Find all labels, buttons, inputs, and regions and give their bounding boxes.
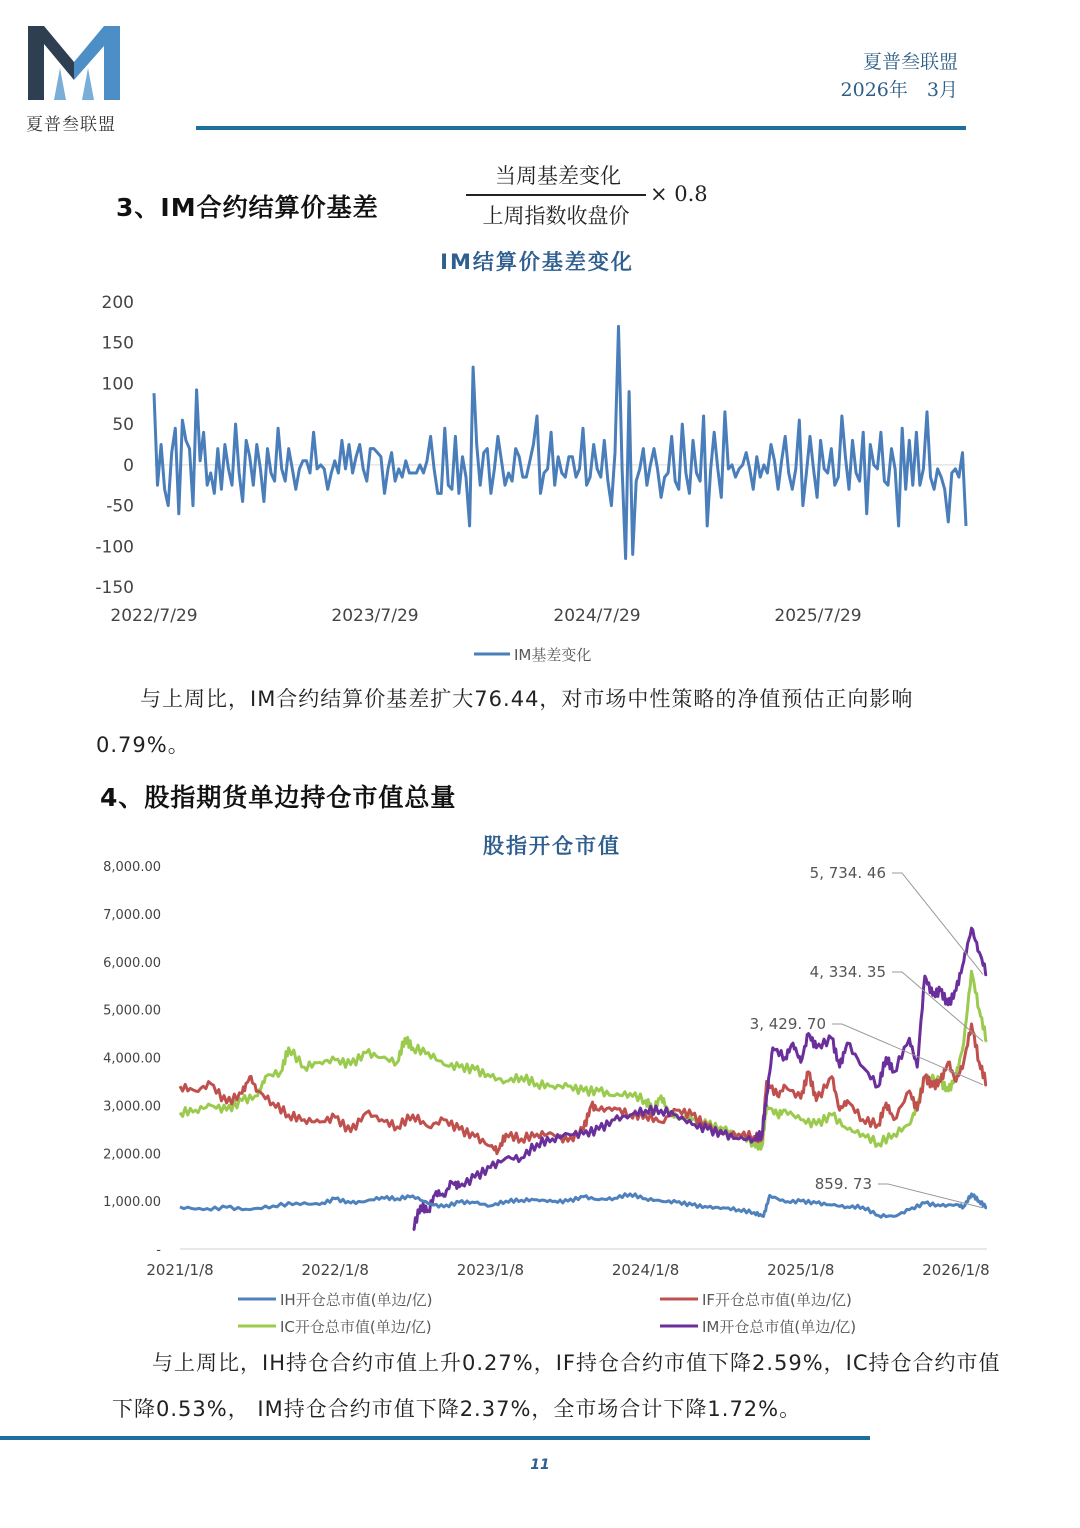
footer-divider — [0, 1436, 870, 1440]
y-tick-label: 4,000.00 — [103, 1051, 161, 1067]
x-tick-label: 2021/1/8 — [146, 1261, 214, 1279]
header-divider — [196, 126, 966, 130]
y-tick-label: -150 — [95, 578, 134, 598]
logo-icon — [24, 22, 124, 102]
formula-numerator: 当周基差变化 — [495, 164, 621, 188]
formula-fraction-line — [466, 194, 646, 196]
y-tick-label: 200 — [101, 293, 134, 313]
y-tick-label: 5,000.00 — [103, 1003, 161, 1019]
y-tick-label: -100 — [95, 537, 134, 558]
y-tick-label: 50 — [112, 415, 134, 436]
x-tick-label: 2023/1/8 — [456, 1261, 525, 1279]
x-tick-label: 2025/1/8 — [767, 1261, 835, 1279]
section4-title: 4、股指期货单边持仓市值总量 — [100, 783, 457, 812]
im-basis-chart — [0, 280, 1080, 675]
chart1-title: IM结算价基差变化 — [440, 250, 634, 274]
y-tick-label: 8,000.00 — [103, 860, 161, 875]
x-tick-label: 2022/1/8 — [301, 1261, 369, 1279]
x-tick-label: 2025/7/29 — [774, 606, 862, 626]
series-line-ih — [180, 1194, 987, 1218]
annotation-label: 3, 429. 70 — [749, 1015, 826, 1033]
header-date: 2026年 3月 — [840, 79, 958, 101]
legend-label: IH开仓总市值(单边/亿) — [280, 1291, 433, 1309]
paragraph-open-interest: 与上周比，IH持仓合约市值上升0.27%，IF持仓合约市值下降2.59%，IC持仓合约市值下降0.53%， IM持仓合约市值下降2.37%，全市场合计下降1.72%。 — [112, 1351, 1001, 1421]
annotation-label: 4, 334. 35 — [809, 963, 886, 981]
legend-label: IF开仓总市值(单边/亿) — [702, 1291, 852, 1309]
y-tick-label: -50 — [106, 496, 134, 517]
open-interest-chart — [0, 850, 1080, 1340]
logo-text: 夏普叁联盟 — [26, 115, 116, 135]
x-tick-label: 2024/7/29 — [553, 606, 641, 626]
formula-denominator: 上周指数收盘价 — [482, 204, 630, 228]
y-tick-label: 2,000.00 — [103, 1147, 161, 1163]
x-tick-label: 2023/7/29 — [331, 606, 419, 626]
formula-multiplier: × 0.8 — [650, 182, 708, 206]
y-tick-label: 6,000.00 — [103, 955, 161, 971]
annotation-label: 5, 734. 46 — [809, 864, 886, 882]
x-tick-label: 2026/1/8 — [922, 1261, 990, 1279]
x-tick-label: 2024/1/8 — [611, 1261, 680, 1279]
header-org: 夏普叁联盟 — [862, 51, 958, 73]
y-tick-label: 150 — [101, 333, 134, 354]
legend-label: IM基差变化 — [514, 646, 592, 664]
chart2-title: 股指开仓市值 — [483, 834, 621, 858]
section3-title: 3、IM合约结算价基差 — [116, 193, 379, 222]
y-tick-label: 0 — [123, 455, 134, 476]
y-tick-label: - — [156, 1243, 161, 1258]
y-tick-label: 7,000.00 — [103, 907, 161, 923]
y-tick-label: 1,000.00 — [103, 1195, 161, 1211]
series-line-im-basis — [154, 326, 966, 558]
y-tick-label: 3,000.00 — [103, 1099, 161, 1115]
legend-label: IC开仓总市值(单边/亿) — [280, 1318, 432, 1336]
y-tick-label: 100 — [101, 374, 134, 395]
annotation-label: 859. 73 — [814, 1175, 872, 1193]
legend-label: IM开仓总市值(单边/亿) — [702, 1318, 857, 1336]
paragraph-im-basis: 与上周比，IM合约结算价基差扩大76.44，对市场中性策略的净值预估正向影响0.79%。 — [96, 687, 914, 757]
x-tick-label: 2022/7/29 — [110, 606, 198, 626]
page-number: 11 — [530, 1457, 550, 1473]
annotation-leader — [892, 873, 983, 974]
